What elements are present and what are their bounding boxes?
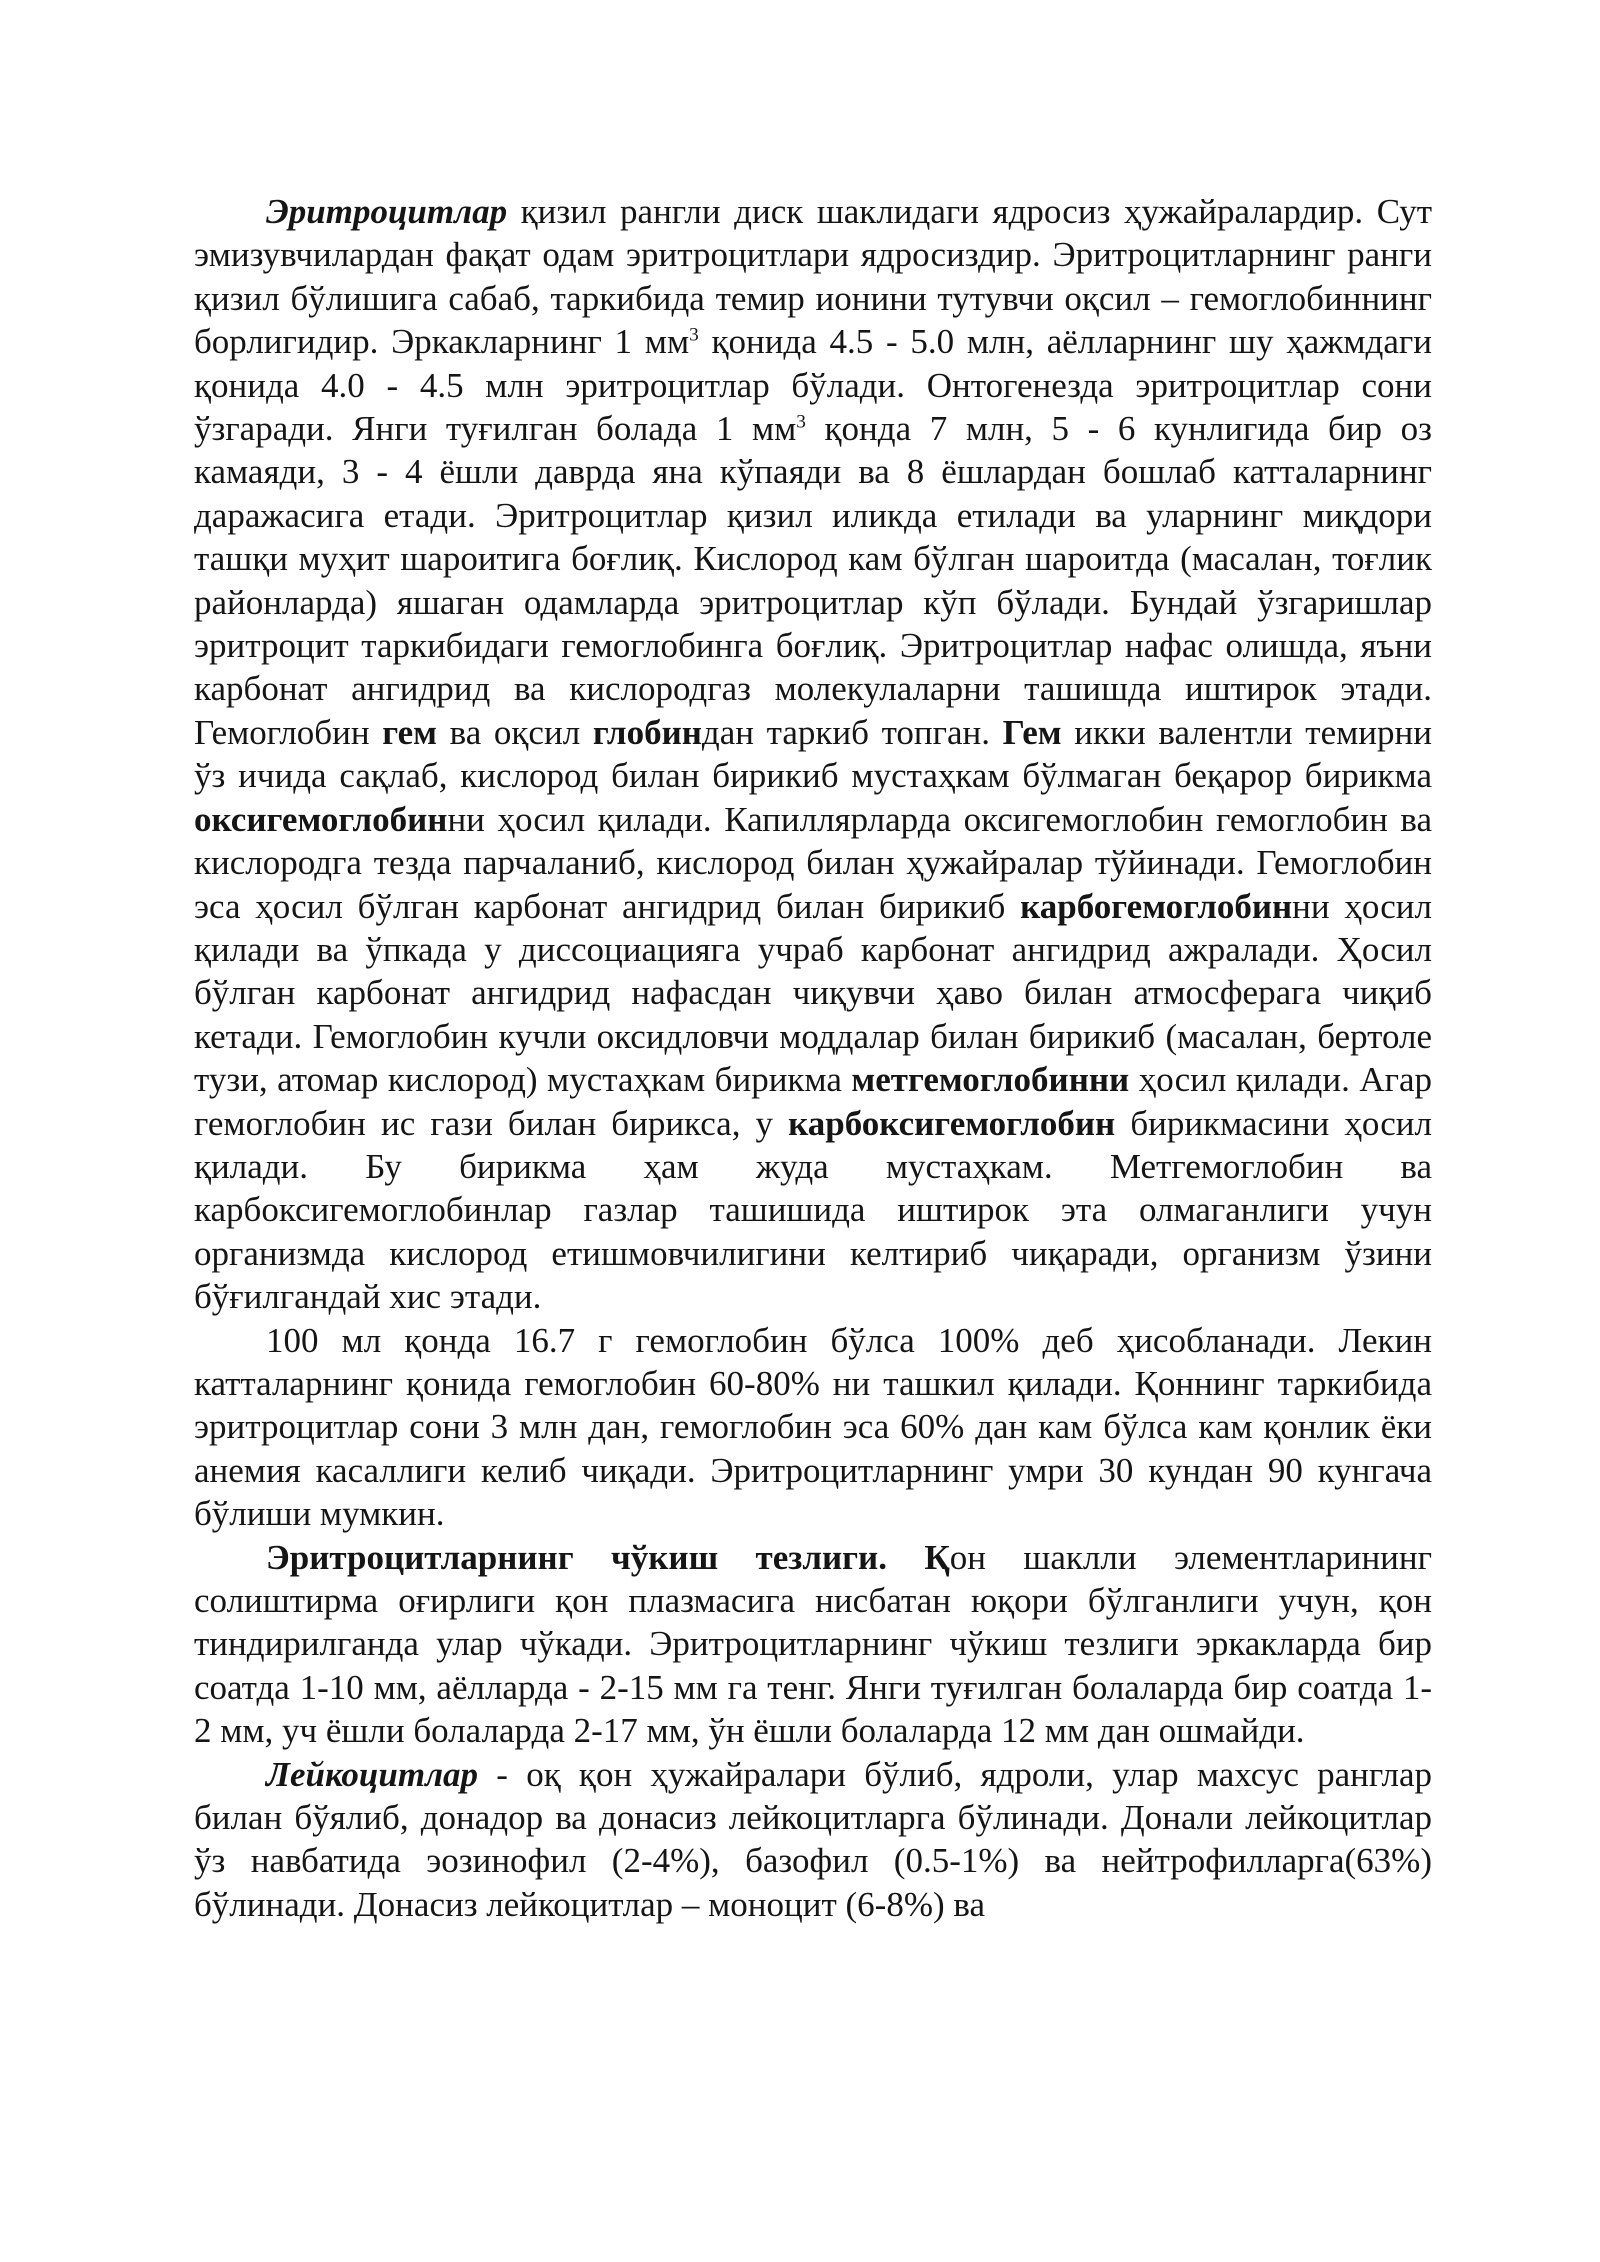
term-gem-2: Гем [1002, 712, 1062, 752]
term-globin: глобин [592, 712, 702, 752]
document-page [194, 190, 1432, 1926]
heading-sedimentation-rate: Эритроцитларнинг чўкиш тезлиги. Қ [266, 1537, 950, 1577]
text-span: қонида 4.5 - 5.0 млн, аёлларнинг шу ҳажмдаги қонида 4.0 - 4.5 млн эритроцитлар бўлади. Онтогенезда эритроцитлар сони ўзгаради. Янги туғилган болада 1 мм [194, 322, 1432, 449]
term-leukocytes: Лейкоцитлар [266, 1754, 479, 1794]
term-oxyhemoglobin: оксигемоглобин [194, 799, 448, 839]
term-carbohemoglobin: карбогемоглобин [1020, 886, 1293, 926]
paragraph-erythrocytes [194, 190, 1432, 1319]
text-span: ни ҳосил қилади ва ўпкада у диссоциацияга учраб карбонат ангидрид ажралади. Ҳосил бўлган карбонат ангидрид нафасдан чиқувчи ҳаво билан атмосферага чиқиб кетади. Гемоглобин кучли оксидловчи моддалар билан бирикиб (масалан, бертоле тузи, атомар кислород) мустаҳкам бирикма [194, 886, 1432, 1100]
term-gem: гем [382, 712, 438, 752]
paragraph-hemoglobin-norm [194, 1319, 1432, 1536]
text-span: бирикмасини ҳосил қилади. Бу бирикма ҳам жуда мустаҳкам. Метгемоглобин ва карбоксигемоглобинлар газлар ташишида иштирок эта олмаганлиги учун организмда кислород етишмовчилигини келтириб чиқаради, организм ўзини бўғилгандай хис этади. [194, 1103, 1432, 1317]
superscript: 3 [796, 411, 806, 433]
superscript: 3 [689, 324, 699, 346]
text-span: қизил рангли диск шаклидаги ядросиз ҳужайралардир. Сут эмизувчилардан фақат одам эритроцитлари ядросиздир. Эритроцитларнинг ранги қизил бўлишига сабаб, таркибида темир ионини тутувчи оқсил – гемоглобиннинг борлигидир. Эркакларнинг 1 мм [194, 192, 1432, 362]
term-methemoglobin: метгемоглобинни [851, 1060, 1130, 1100]
text-span: 100 мл қонда 16.7 г гемоглобин бўлса 100% деб ҳисобланади. Лекин катталарнинг қонида гемоглобин 60-80% ни ташкил қилади. Қоннинг таркибида эритроцитлар сони 3 млн дан, гемоглобин эса 60% дан кам бўлса кам қонлик ёки анемия касаллиги келиб чиқади. Эритроцитларнинг умри 30 кундан 90 кунгача бўлиши мумкин. [194, 1320, 1432, 1534]
text-span: икки валентли темирни ўз ичида сақлаб, кислород билан бирикиб мустаҳкам бўлмаган беқарор бирикма [194, 712, 1432, 796]
paragraph-leukocytes [194, 1753, 1432, 1927]
text-span: - оқ қон ҳужайралари бўлиб, ядроли, улар махсус ранглар билан бўялиб, донадор ва донасиз лейкоцитларга бўлинади. Донали лейкоцитлар ўз навбатида эозинофил (2-4%), базофил (0.5-1%) ва нейтрофилларга(63%) бўлинади. Донасиз лейкоцитлар – моноцит (6-8%) ва [194, 1754, 1432, 1924]
term-carboxyhemoglobin: карбоксигемоглобин [788, 1103, 1116, 1143]
text-span: ни ҳосил қилади. Капиллярларда оксигемоглобин гемоглобин ва кислородга тезда парчаланиб, кислород билан ҳужайралар тўйинади. Гемоглобин эса ҳосил бўлган карбонат ангидрид билан бирикиб [194, 799, 1432, 926]
text-span: ҳосил қилади. Агар гемоглобин ис гази билан бирикса, у [194, 1060, 1432, 1143]
paragraph-sedimentation-rate [194, 1536, 1432, 1753]
text-span: он шаклли элементларининг солиштирма оғирлиги қон плазмасига нисбатан юқори бўлганлиги учун, қон тиндирилганда улар чўкади. Эритроцитларнинг чўкиш тезлиги эркакларда бир соатда 1-10 мм, аёлларда - 2-15 мм га тенг. Янги туғилган болаларда бир соатда 1-2 мм, уч ёшли болаларда 2-17 мм, ўн ёшли болаларда 12 мм дан ошмайди. [194, 1537, 1432, 1751]
text-span: қонда 7 млн, 5 - 6 кунлигида бир оз камаяди, 3 - 4 ёшли даврда яна кўпаяди ва 8 ёшлардан бошлаб катталарнинг даражасига етади. Эритроцитлар қизил иликда етилади ва уларнинг миқдори ташқи муҳит шароитига боғлиқ. Кислород кам бўлган шароитда (масалан, тоғлик районларда) яшаган одамларда эритроцитлар кўп бўлади. Бундай ўзгаришлар эритроцит таркибидаги гемоглобинга боғлиқ. Эритроцитлар нафас олишда, яъни карбонат ангидрид ва кислородгаз молекулаларни ташишда иштирок этади. Гемоглобин [194, 409, 1432, 752]
text-span: дан таркиб топган. [701, 712, 1003, 752]
text-span: ва оқсил [437, 712, 593, 752]
term-erythrocytes: Эритроцитлар [266, 192, 508, 231]
